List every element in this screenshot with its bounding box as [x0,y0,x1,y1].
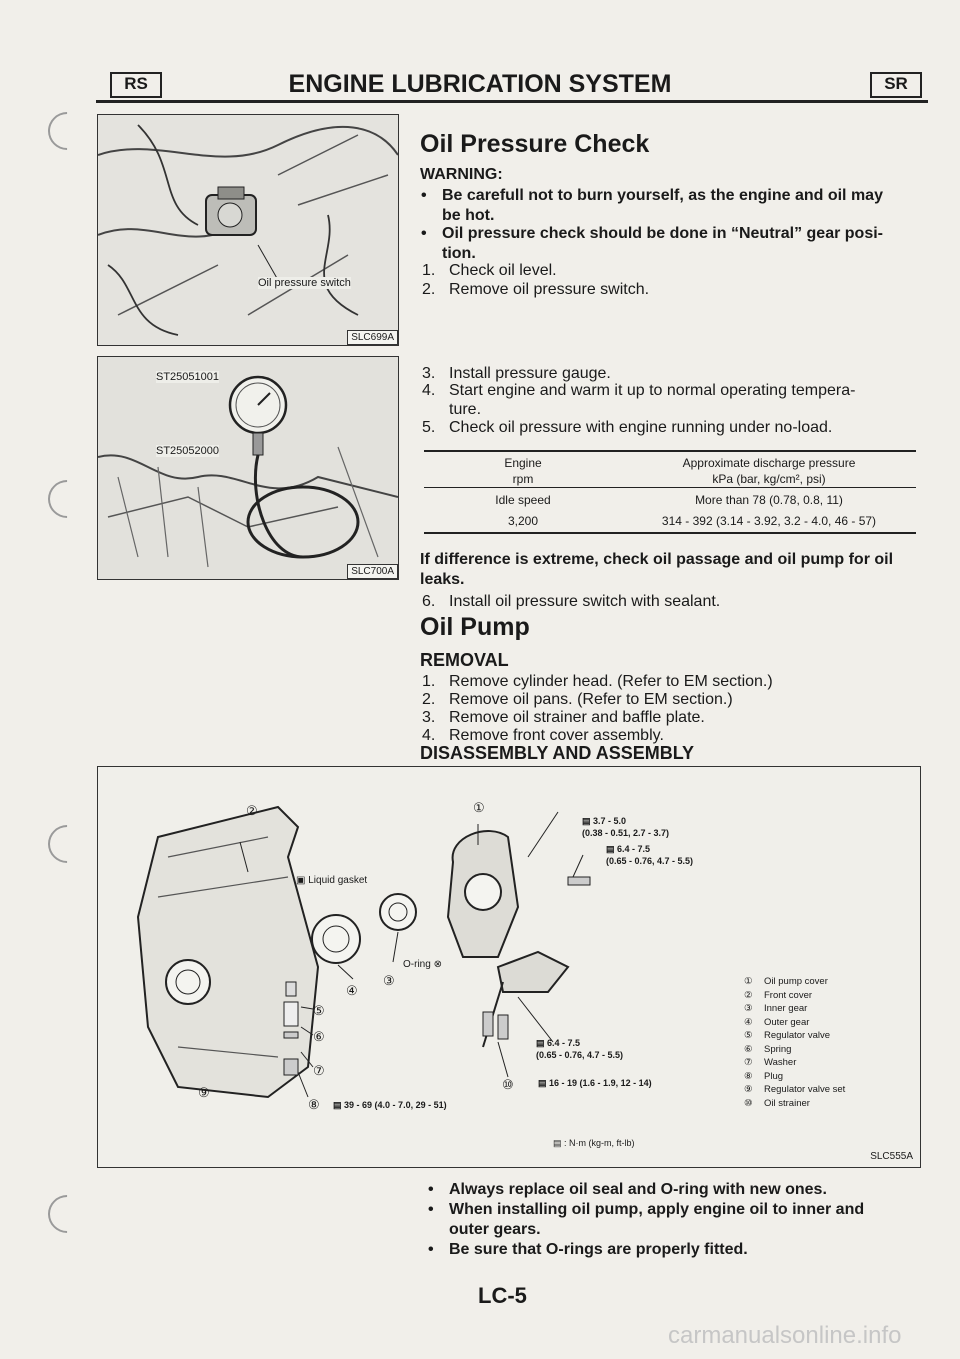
legend-item: ⑧ Plug [744,1070,784,1082]
liquid-gasket-label [296,875,367,887]
warning-text: Oil pressure check should be done in “Neutral” gear posi- [442,225,883,242]
callout-5: ⑤ [313,1003,325,1018]
binder-hole [40,472,94,526]
header-rule [96,100,928,103]
torque-value: 3.7 - 5.0 [593,816,627,826]
figure-label: SLC699A [347,330,398,345]
torque-icon: ▤ [553,1138,562,1148]
oil-pressure-spec-table [424,450,916,534]
bullet-icon: • [428,1181,434,1198]
o-ring-label [403,959,442,971]
table-header-cell: Engine [504,456,542,470]
torque-value: (0.38 - 0.51, 2.7 - 3.7) [582,828,670,838]
step-number: 6. [422,593,436,610]
note-text: Be sure that O-rings are properly fitted. [449,1241,748,1258]
step [422,592,720,611]
callout-7: ⑦ [313,1063,325,1078]
step-text: Remove oil pans. (Refer to EM section.) [449,691,733,708]
figure-oil-pump-exploded [97,766,921,1168]
bullet-icon: • [421,225,427,242]
callout-2: ② [246,803,258,818]
binder-hole [40,817,94,871]
legend-item: ④ Outer gear [744,1016,810,1028]
table-cell: More than 78 (0.78, 0.8, 11) [695,493,843,507]
warning-text: tion. [442,245,476,262]
units-text: : N·m (kg-m, ft-lb) [564,1138,635,1148]
torque-icon: ▤ [606,844,615,854]
table-header-row [424,471,916,488]
torque-value: (0.65 - 0.76, 4.7 - 5.5) [606,856,694,866]
step-number: 4. [422,382,436,399]
note-item [428,1180,919,1200]
step-text: Remove oil strainer and baffle plate. [449,709,705,726]
step-text: Remove front cover assembly. [449,727,664,744]
page-title: ENGINE LUBRICATION SYSTEM [288,70,672,98]
torque-value: 6.4 - 7.5 [617,844,651,854]
warning-item [421,186,922,226]
warning-item [421,224,922,264]
step [422,418,832,437]
step-number: 4. [422,727,436,744]
table-header-row [424,451,916,471]
warning-text: be hot. [442,207,495,224]
note-item [428,1240,919,1260]
section-tab-right: SR [870,72,922,98]
table-header-cell: Approximate discharge pressure [682,456,856,470]
legend-item: ② Front cover [744,989,813,1001]
table-row [424,488,916,509]
disassembly-heading: DISASSEMBLY AND ASSEMBLY [420,743,695,763]
torque-icon: ▤ [536,1038,545,1048]
figure-label: SLC555A [870,1151,913,1162]
figure-label: SLC700A [347,564,398,579]
step-text: Install oil pressure switch with sealant. [449,593,721,610]
step-text: Start engine and warm it up to normal operating tempera- [449,382,856,399]
step [422,690,733,709]
engine-photo-1 [98,115,398,345]
legend-item: ① Oil pump cover [744,976,828,987]
tool-number-callout-1: ST25051001 [156,371,219,383]
torque-icon: ▤ [333,1100,342,1110]
step [422,708,705,727]
callout-8: ⑧ [308,1097,320,1112]
note-text: outer gears. [449,1221,541,1238]
step [422,280,649,299]
step-number: 5. [422,419,436,436]
torque-value: (0.65 - 0.76, 4.7 - 5.5) [536,1050,624,1060]
bullet-icon: • [428,1241,434,1258]
removal-heading: REMOVAL [420,650,509,670]
callout-1: ① [473,800,485,815]
torque-icon: ▤ [538,1078,547,1088]
callout-10: ⑩ [502,1077,514,1092]
liquid-gasket-icon: ▣ [296,875,306,886]
callout-4: ④ [346,983,358,998]
section-tab-left: RS [110,72,162,98]
legend-item: ⑨ Regulator valve set [744,1084,846,1095]
table-cell: Idle speed [495,493,551,507]
callout-9: ⑨ [198,1085,210,1100]
torque-value: 16 - 19 (1.6 - 1.9, 12 - 14) [549,1078,652,1088]
legend-item: ⑩ Oil strainer [744,1097,810,1109]
torque-spec-5 [333,1099,447,1111]
o-ring-text: O-ring [403,959,431,970]
step-number: 2. [422,691,436,708]
warning-text: Be carefull not to burn yourself, as the engine and oil may [442,187,883,204]
callout-3: ③ [383,973,395,988]
torque-units [553,1137,635,1149]
warning-label: WARNING: [420,166,503,183]
bullet-icon: • [428,1201,434,1218]
note-line: leaks. [420,571,465,588]
legend-item: ⑥ Spring [744,1043,792,1055]
torque-value: 6.4 - 7.5 [547,1038,581,1048]
note-item [428,1200,919,1240]
step-text: Remove oil pressure switch. [449,281,650,298]
callout-6: ⑥ [313,1029,325,1044]
step [422,261,557,280]
note-text: Always replace oil seal and O-ring with new ones. [449,1181,827,1198]
step [422,381,922,419]
torque-value: 39 - 69 (4.0 - 7.0, 29 - 51) [344,1100,447,1110]
replace-icon: ⊗ [433,959,442,970]
torque-spec-2 [606,843,693,867]
torque-spec-1 [582,815,669,839]
step-number: 1. [422,262,436,279]
step-number: 1. [422,673,436,690]
parts-legend [744,975,845,1110]
section-heading-oil-pump: Oil Pump [420,613,530,641]
liquid-gasket-text: Liquid gasket [308,875,368,886]
figure-pressure-gauge [97,356,399,580]
table-header-cell: rpm [512,472,534,486]
step-text: Remove cylinder head. (Refer to EM section.) [449,673,773,690]
torque-icon: ▤ [582,816,591,826]
bullet-icon: • [421,187,427,204]
watermark: carmanualsonline.info [668,1322,902,1349]
legend-item: ③ Inner gear [744,1003,808,1014]
step [422,672,773,691]
table-header-cell: kPa (bar, kg/cm², psi) [712,472,826,486]
page-number: LC-5 [478,1283,527,1308]
note-text [420,550,920,590]
oil-pressure-switch-callout: Oil pressure switch [258,277,351,289]
engine-photo-2 [98,357,398,579]
table-cell: 3,200 [507,514,539,528]
legend-item: ⑦ Washer [744,1057,797,1068]
legend-item: ⑤ Regulator valve [744,1030,831,1041]
binder-hole [40,1187,94,1241]
note-text: When installing oil pump, apply engine oil to inner and [449,1201,865,1218]
step-number: 2. [422,281,436,298]
note-line: If difference is extreme, check oil passage and oil pump for oil [420,551,894,568]
table-cell: 314 - 392 (3.14 - 3.92, 3.2 - 4.0, 46 - 57) [661,514,877,528]
torque-spec-4 [538,1077,652,1089]
step-number: 3. [422,365,436,382]
section-heading-oil-pressure-check: Oil Pressure Check [420,130,650,158]
tool-number-callout-2: ST25052000 [156,445,219,457]
figure-oil-pressure-switch [97,114,399,346]
step-text: Check oil level. [449,262,557,279]
torque-spec-3 [536,1037,623,1061]
table-row [424,508,916,533]
binder-hole [40,104,94,158]
step-number: 3. [422,709,436,726]
step-text: Check oil pressure with engine running under no-load. [449,419,833,436]
step-text: Install pressure gauge. [449,365,611,382]
step-text: ture. [449,401,482,418]
